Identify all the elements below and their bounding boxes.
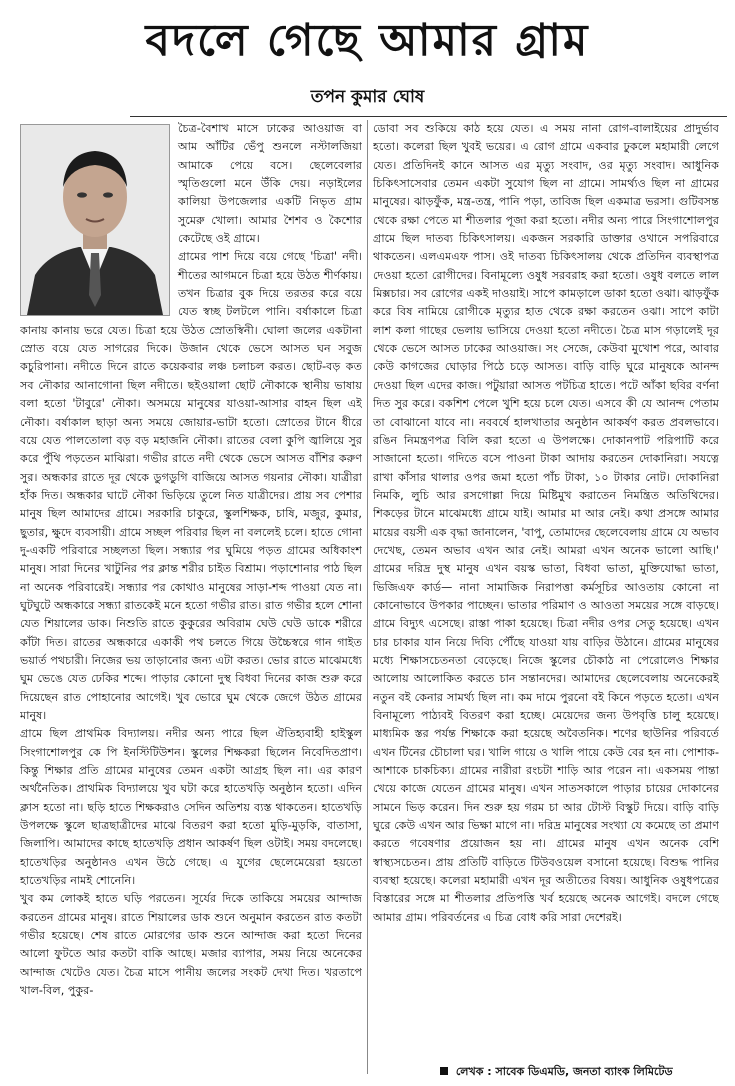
author-credit bbox=[440, 1064, 673, 1080]
article-column-left bbox=[20, 120, 362, 1072]
article-title: বদলে গেছে আমার গ্রাম bbox=[145, 15, 590, 66]
column-divider bbox=[367, 120, 368, 1074]
author-byline: তপন কুমার ঘোষ bbox=[310, 87, 425, 107]
paragraph: গ্রামে ছিল প্রাথমিক বিদ্যালয়। নদীর অন্য পারে ছিল ঐতিহ্যবাহী হাইস্কুল সিংগাশোলপুর কে পি ইনস্টিটিউশন। স্কুলের শিক্ষকরা ছিলেন নিবেদিতপ্রাণ। কিন্তু শিক্ষার প্রতি গ্রামের মানুষের তেমন একটা আগ্রহ ছিল না। এর কারণ অর্থনৈতিক। প্রাথমিক বিদ্যালয়ে খুব ঘটা করে হাতেখড়ি অনুষ্ঠান হতো। এদিন ক্লাস হতো না। ছড়ি হাতে শিক্ষকরাও সেদিন অতিশয় ব্যস্ত থাকতেন। হাতেখড়ি উপলক্ষে স্কুলে ছাত্রছাত্রীদের মাঝে বিতরণ করা হতো মুড়ি-মুড়কি, বাতাসা, জিলাপি। আমাদের কাছে হাতেখড়ি প্রধান আকর্ষণ ছিল ওটাই। সময় বদলেছে। হাতেখড়ির অনুষ্ঠানও এখন উঠে গেছে। এ যুগের ছেলেমেয়েরা হয়তো হাতেখড়ির নামই শোনেনি। bbox=[20, 727, 362, 888]
paragraph: ডোবা সব শুকিয়ে কাঠ হয়ে যেত। এ সময় নানা রোগ-বালাইয়ের প্রাদুর্ভাব হতো। কলেরা ছিল খুবই ভয়ের। এ রোগ গ্রামে একবার ঢুকলে মহামারী লেগে যেত। প্রতিদিনই কানে আসত এর মৃত্যু সংবাদ, ওর মৃত্যু সংবাদ। আধুনিক চিকিৎসাসেবার তেমন একটা সুযোগ ছিল না গ্রামে। সামর্থ্যও ছিল না গ্রামের মানুষের। ঝাড়ফুঁক, মন্ত্র-তন্ত্র, পানি পড়া, তাবিজ ছিল একমাত্র ভরসা। গুটিবসন্ত থেকে রক্ষা পেতে মা শীতলার পূজা করা হতো। নদীর অন্য পারে সিংগাশোলপুর গ্রামে ছিল দাতব্য চিকিৎসালয়। একজন সরকারি ডাক্তার ওখানে সপরিবারে থাকতেন। এলএমএফ পাস। ওই দাতব্য চিকিৎসালয় থেকে প্রতিদিন ব্যবস্থাপত্র দেওয়া হতো রোগীদের। বিনামূল্যে ওষুধ সরবরাহ করা হতো। ওষুধ বলতে লাল মিক্সচার। সব রোগের একই দাওয়াই। সাপে কামড়ালে ডাকা হতো ওঝা। ঝাড়ফুঁক করে বিষ নামিয়ে রোগীকে মৃত্যুর হাত থেকে রক্ষা করতেন ওঝা। সাপে কাটা লাশ কলা গাছের ভেলায় ভাসিয়ে দেওয়া হতো নদীতে। চৈত্র মাস গড়ালেই দূর থেকে ভেসে আসত ঢাকের আওয়াজ। সং সেজে, কেউবা মুখোশ পরে, আবার কেউ কাগজের ঘোড়ার পিঠে চড়ে আসত। বাড়ি বাড়ি ঘুরে মানুষকে আনন্দ দেওয়া ছিল এদের কাজ। পটুয়ারা আসত পটচিত্র হাতে। পটে আঁকা ছবির বর্ণনা দিত সুর করে। বকশিশ পেলে খুশি হয়ে চলে যেত। এসবে কী যে আনন্দ পেতাম তা বোঝানো যাবে না। নববর্ষে হালখাতার অনুষ্ঠান আকর্ষণ করত প্রবলভাবে। রঙিন নিমন্ত্রণপত্র বিলি করা হতো এ উপলক্ষে। দোকানপাট পরিপাটি করে সাজানো হতো। গদিতে বসে পাওনা টাকা আদায় করতেন দোকানিরা। সযত্নে রাখা কাঁসার থালার ওপর জমা হতো পাঁচ টাকা, ১০ টাকার নোট। দোকানিরা নিমকি, লুচি আর রসগোল্লা দিয়ে মিষ্টিমুখ করাতেন নিমন্ত্রিত অতিথিদের। শিকড়ের টানে মাঝেমধ্যে গ্রামে যাই। আমার মা আর নেই। কথা প্রসঙ্গে আমার মায়ের বয়সী এক বৃদ্ধা জানালেন, 'বাপু, তোমাদের ছেলেবেলায় গ্রামে যে অভাব দেখেছ, তেমন অভাব এখন আর নেই। আমরা এখন অনেক ভালো আছি।' গ্রামের দরিদ্র দুস্থ মানুষ এখন বয়স্ক ভাতা, বিধবা ভাতা, মুক্তিযোদ্ধা ভাতা, ভিজিএফ কার্ড— নানা সামাজিক নিরাপত্তা কর্মসূচির আওতায় কোনো না কোনোভাবে উপকার পাচ্ছেন। ভাতার পরিমাণ ও আওতা সময়ের সঙ্গে বাড়ছে। গ্রামে বিদ্যুৎ এসেছে। রাস্তা পাকা হয়েছে। চিত্রা নদীর ওপর সেতু হয়েছে। এখন চার চাকার যান নিয়ে দিব্যি পৌঁছে যাওয়া যায় বাড়ির উঠানে। গ্রামের মানুষের মধ্যে শিক্ষাসচেতনতা বেড়েছে। নিজে স্কুলের চৌকাঠ না পেরোলেও শিক্ষার আলোয় আলোকিত করতে চান সন্তানদের। আমাদের ছেলেবেলায় অনেকেরই নতুন বই কেনার সামর্থ্য ছিল না। কম দামে পুরনো বই কিনে পড়তে হতো। এখন বিনামূল্যে পাঠ্যবই বিতরণ করা হচ্ছে। মেয়েদের জন্য উপবৃত্তি চালু হয়েছে। মাধ্যমিক স্তর পর্যন্ত শিক্ষাকে করা হয়েছে অবৈতনিক। শণের ছাউনির পরিবর্তে এখন টিনের চৌচালা ঘর। খালি গায়ে ও খালি পায়ে কেউ বের হন না। পোশাক-আশাকে চাকচিক্য। গ্রামের নারীরা রংচটা শাড়ি আর পরেন না। একসময় পান্তা খেয়ে কাজে যেতেন গ্রামের মানুষ। এখন সাতসকালে পাড়ার চায়ের দোকানের সামনে ভিড় করেন। দিন শুরু হয় গরম চা আর টোস্ট বিস্কুট দিয়ে। বাড়ি বাড়ি ঘুরে কেউ এখন আর ভিক্ষা মাগে না। দরিদ্র মানুষের সংখ্যা যে কমেছে তা প্রমাণ করতে গবেষণার প্রয়োজন হয় না। গ্রামের মানুষ এখন অনেক বেশি স্বাস্থ্যসচেতন। প্রায় প্রতিটি বাড়িতে টিউবওয়েল বসানো হয়েছে। বিশুদ্ধ পানির ব্যবস্থা হয়েছে। কলেরা মহামারী এখন দূর অতীতের বিষয়। আধুনিক ওষুধপত্রের বিস্তারের সঙ্গে মা শীতলার প্রতিপত্তি খর্ব হয়েছে অনেক আগেই। বদলে গেছে আমার গ্রাম। পরিবর্তনের এ চিত্র বোধ করি সারা দেশেরই। bbox=[373, 122, 719, 924]
paragraph: গ্রামের পাশ দিয়ে বয়ে গেছে 'চিত্রা' নদী। শীতের আগমনে চিত্রা হয়ে উঠত শীর্ণকায়। তখন চিত্রার বুক দিয়ে তরতর করে বয়ে যেত স্বচ্ছ টলটলে পানি। বর্ষাকালে চিত্রা কানায় কানায় ভরে যেত। চিত্রা হয়ে উঠত স্রোতস্বিনী। ঘোলা জলের একটানা স্রোত বয়ে যেত সাগরের দিকে। উজান থেকে ভেসে আসত ঘন সবুজ কচুরিপানা। নদীতে দিনে রাতে কয়েকবার লঞ্চ চলাচল করত। ছোট-বড় কত সব নৌকার আনাগোনা ছিল নদীতে। ছইওয়ালা ছোট নৌকাকে স্থানীয় ভাষায় বলা হতো 'টাবুরে' নৌকা। অসময়ে মানুষের যাওয়া-আসার বাহন ছিল এই নৌকা। বর্ষাকাল ছাড়া অন্য সময়ে জোয়ার-ভাটা হতো। স্রোতের টানে ধীরে বয়ে যেত পালতোলা বড় বড় মহাজনি নৌকা। রাতের বেলা কুপি জ্বালিয়ে সুর করে পুঁথি পড়তেন মাঝিরা। গভীর রাতে নদী থেকে ভেসে আসত বাঁশির করুণ সুর। অন্ধকার রাতে দূর থেকে ডুগডুগি বাজিয়ে আসত গয়নার নৌকা। যাত্রীরা হাঁক দিত। অন্ধকার ঘাটে নৌকা ভিড়িয়ে তুলে নিত যাত্রীদের। প্রায় সব পেশার মানুষ ছিল আমাদের গ্রামে। সরকারি চাকুরে, স্কুলশিক্ষক, চাষি, মজুর, কুমার, ছুতার, ক্ষুদে ব্যবসায়ী। গ্রামে সচ্ছল পরিবার ছিল না বললেই চলে। হাতে গোনা দু-একটি পরিবারে সচ্ছলতা ছিল। সন্ধ্যার পর ঘুমিয়ে পড়ত গ্রামের অধিকাংশ মানুষ। সারা দিনের খাটুনির পর ক্লান্ত শরীর চাইত বিশ্রাম। পড়াশোনার পাঠ ছিল না অনেক পরিবারেই। সন্ধ্যার পর কোথাও মানুষের সাড়া-শব্দ পাওয়া যেত না। ঘুটঘুটে অন্ধকারে সন্ধ্যা রাতকেই মনে হতো গভীর রাত। রাত গভীর হলে শোনা যেত শিয়ালের ডাক। নিশুতি রাতে কুকুরের অবিরাম ঘেউ ঘেউ ডাকে শরীরে কাঁটা দিত। রাতের অন্ধকারে একাকী পথ চলতে গিয়ে উচ্চৈস্বরে গান গাইত ভয়ার্ত পথচারী। নিজের ভয় তাড়ানোর জন্য এটা করত। ভোর রাতে মাঝেমধ্যে ঘুম ভেঙে যেত ঢেকির শব্দে। পাড়ার কোনো দুস্থ বিধবা দিনের কাজ শুরু করে দিয়েছেন রাত পোহানোর আগেই। খুব ভোরে ঘুম থেকে জেগে উঠত গ্রামের মানুষ। bbox=[20, 250, 362, 722]
credit-text: সাবেক ডিএমডি, জনতা ব্যাংক লিমিটেড bbox=[495, 1065, 673, 1078]
paragraph: খুব কম লোকই হাতে ঘড়ি পরতেন। সূর্যের দিকে তাকিয়ে সময়ের আন্দাজ করতেন গ্রামের মানুষ। রাতে শিয়ালের ডাক শুনে অনুমান করতেন রাত কতটা গভীর হয়েছে। শেষ রাতে মোরগের ডাক শুনে আন্দাজ করা হতো দিনের আলো ফুটতে আর কতটা বাকি আছে। মজার ব্যাপার, সময় নিয়ে অনেকের আন্দাজ খেটেও যেত। চৈত্র মাসে পানীয় জলের সংকট দেখা দিত। খরতাপে খাল-বিল, পুকুর- bbox=[20, 892, 362, 998]
paragraph: চৈত্র-বৈশাখ মাসে ঢাকের আওয়াজ বা আম আঁটির ভেঁপু শুনলে নস্টালজিয়া আমাকে পেয়ে বসে। ছেলেবেলার স্মৃতিগুলো মনে উঁকি দেয়। নড়াইলের কালিয়া উপজেলার একটি নিভৃত গ্রাম সুমেরু খোলা। আমার শৈশব ও কৈশোর কেটেছে ওই গ্রামে। bbox=[178, 122, 362, 246]
title-rule bbox=[130, 116, 727, 117]
article-column-right bbox=[373, 120, 719, 1072]
author-photo bbox=[20, 124, 170, 316]
square-bullet-icon bbox=[440, 1067, 448, 1075]
credit-label: লেখক : bbox=[455, 1065, 492, 1078]
